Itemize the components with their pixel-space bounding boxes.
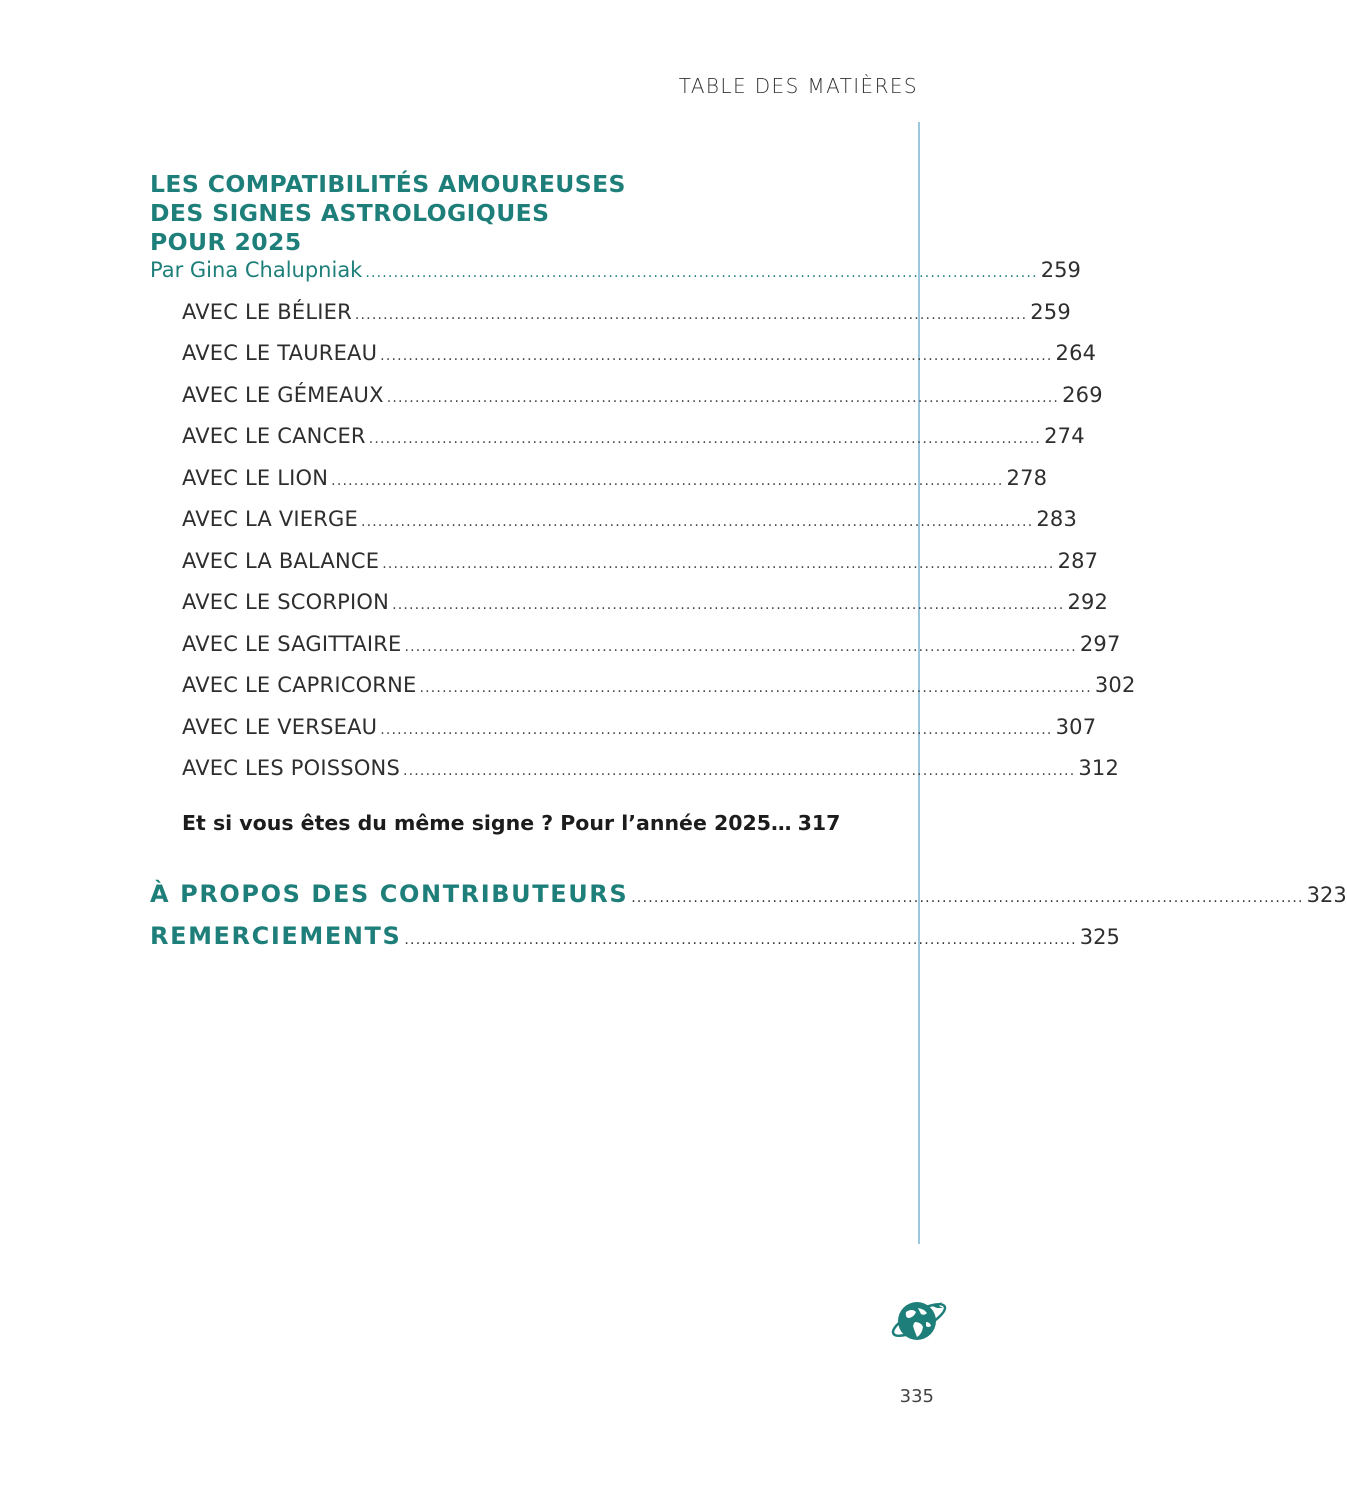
toc-entry-same-sign[interactable] [182, 811, 841, 835]
leader-dots: ....................................................................................................................... [354, 307, 1028, 323]
toc-entry-label: AVEC LE CAPRICORNE [182, 673, 417, 697]
toc-entry-author[interactable] [150, 258, 1081, 282]
leader-dots: ....................................................................................................................... [380, 722, 1053, 738]
globe-plane-icon [888, 1292, 950, 1348]
toc-entry-page: 317 [797, 811, 841, 835]
leader-dots: ....................................................................................................................... [419, 680, 1092, 696]
section-title-line: POUR 2025 [150, 228, 302, 256]
section-title[interactable] [150, 170, 770, 257]
leader-dots: ....................................................................................................................... [392, 597, 1065, 613]
toc-entry-label: AVEC LE TAUREAU [182, 341, 378, 365]
toc-entry-label: AVEC LE SAGITTAIRE [182, 632, 402, 656]
running-head: TABLE DES MATIÈRES [678, 74, 918, 98]
toc-entry-label: REMERCIEMENTS [150, 922, 402, 950]
toc-entry-page: 302 [1094, 673, 1136, 697]
toc-entry-label: AVEC LE VERSEAU [182, 715, 378, 739]
leader-dots: ....................................................................................................................... [386, 390, 1060, 406]
toc-entry[interactable] [182, 466, 1048, 490]
toc-entry-label: AVEC LES POISSONS [182, 756, 400, 780]
toc-entry[interactable] [182, 715, 1097, 739]
leader-dots: ....................................................................................................................... [404, 639, 1077, 655]
toc-entry-page: 323 [1306, 883, 1347, 907]
toc-entry-contributors[interactable] [150, 880, 1347, 908]
toc-entry[interactable] [182, 424, 1085, 448]
leader-dots: ....................................................................................................................... [368, 431, 1042, 447]
toc-entry[interactable] [182, 507, 1078, 531]
leader-dots: ....................................................................................................................... [402, 763, 1076, 779]
toc-entry-label: Et si vous êtes du même signe ? Pour l’année 2025… [182, 811, 792, 835]
toc-entry[interactable] [182, 756, 1120, 780]
leader-dots: ....................................................................................................................... [631, 890, 1304, 906]
toc-entry-label: Par Gina Chalupniak [150, 258, 363, 282]
leader-dots: ....................................................................................................................... [331, 473, 1004, 489]
toc-entry-page: 297 [1079, 632, 1121, 656]
toc-entry-page: 278 [1006, 466, 1048, 490]
toc-entry-label: AVEC LA BALANCE [182, 549, 380, 573]
toc-entry[interactable] [182, 341, 1097, 365]
toc-entry-page: 325 [1079, 925, 1120, 949]
toc-entry[interactable] [182, 300, 1071, 324]
toc-entry-label: AVEC LE LION [182, 466, 329, 490]
toc-entry-page: 259 [1040, 258, 1081, 282]
leader-dots: ....................................................................................................................... [360, 514, 1034, 530]
toc-entry-label: À PROPOS DES CONTRIBUTEURS [150, 880, 629, 908]
toc-entry-page: 283 [1036, 507, 1078, 531]
leader-dots: ....................................................................................................................... [365, 265, 1038, 281]
toc-entry-page: 274 [1044, 424, 1085, 448]
leader-dots: ....................................................................................................................... [382, 556, 1055, 572]
toc-entry[interactable] [182, 673, 1136, 697]
toc-entry-page: 287 [1057, 549, 1099, 573]
toc-entry-label: AVEC LA VIERGE [182, 507, 358, 531]
section-title-line: LES COMPATIBILITÉS AMOUREUSES [150, 170, 626, 198]
toc-entry-page: 307 [1055, 715, 1097, 739]
toc-entry-page: 264 [1055, 341, 1097, 365]
page-number: 335 [899, 1386, 934, 1407]
toc-entry[interactable] [182, 632, 1121, 656]
toc-entry-page: 292 [1067, 590, 1109, 614]
leader-dots: ....................................................................................................................... [404, 932, 1077, 948]
section-title-line: DES SIGNES ASTROLOGIQUES [150, 199, 550, 227]
toc-entry[interactable] [182, 383, 1103, 407]
toc-entry-acknowledgements[interactable] [150, 922, 1120, 950]
toc-entry[interactable] [182, 549, 1099, 573]
toc-entry-label: AVEC LE SCORPION [182, 590, 390, 614]
toc-entry-page: 312 [1078, 756, 1120, 780]
toc-entry-label: AVEC LE CANCER [182, 424, 366, 448]
toc-entry-label: AVEC LE GÉMEAUX [182, 383, 384, 407]
toc-entry-page: 269 [1062, 383, 1103, 407]
toc-entry-page: 259 [1030, 300, 1071, 324]
toc-entry[interactable] [182, 590, 1109, 614]
toc-entry-label: AVEC LE BÉLIER [182, 300, 352, 324]
leader-dots: ....................................................................................................................... [380, 348, 1053, 364]
